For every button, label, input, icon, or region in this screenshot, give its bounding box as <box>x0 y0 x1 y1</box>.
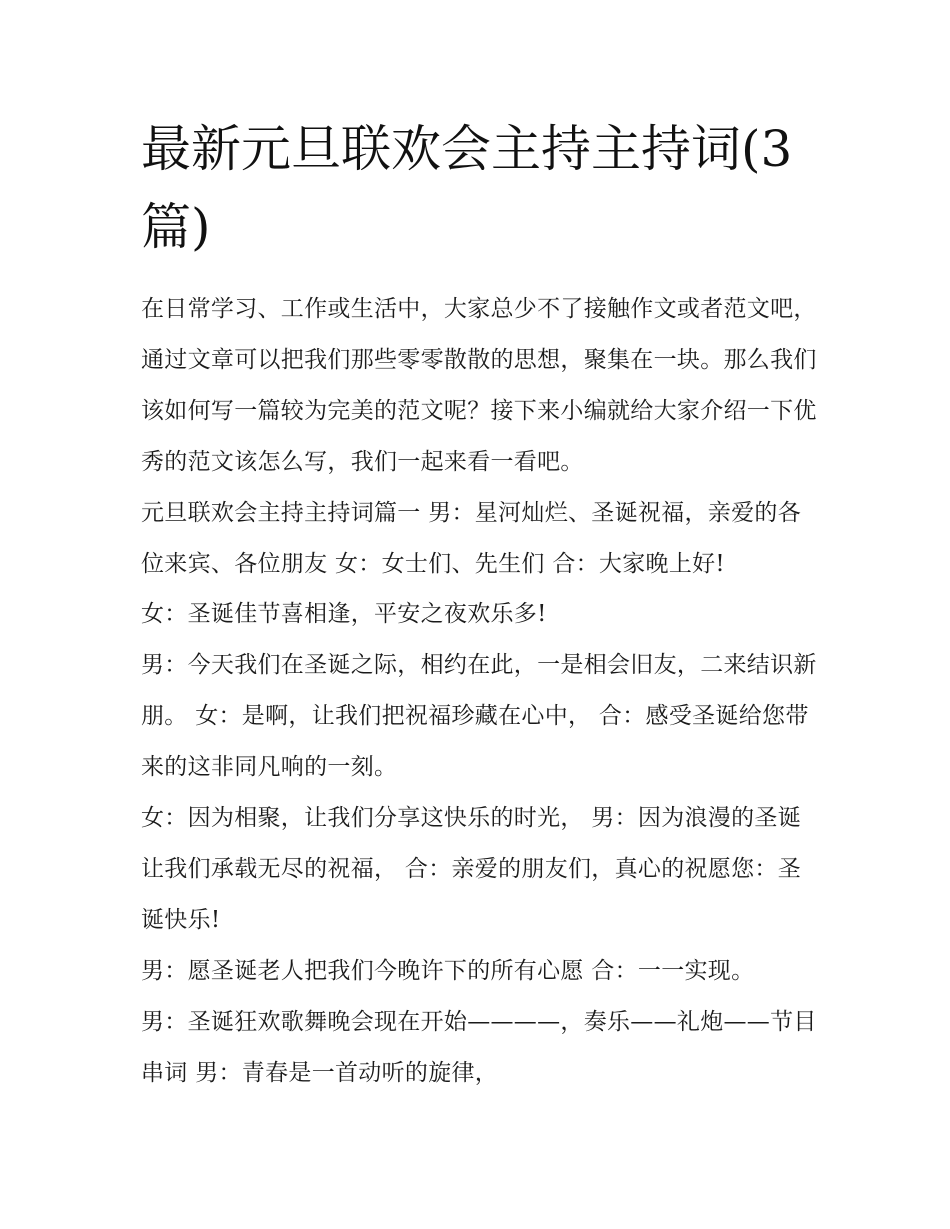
paragraph-male-line: 男：今天我们在圣诞之际，相约在此，一是相会旧友，二来结识新朋。 女：是啊，让我们把祝福珍藏在心中， 合：感受圣诞给您带来的这非同凡响的一刻。 <box>141 652 817 781</box>
paragraph-female-line: 女：圣诞佳节喜相逢，平安之夜欢乐多! <box>141 601 547 628</box>
document-title: 最新元旦联欢会主持主持词(3篇) <box>141 120 793 256</box>
paragraph-wishes: 男：愿圣诞老人把我们今晚许下的所有心愿 合：一一实现。 <box>141 957 755 984</box>
paragraph-opening: 元旦联欢会主持主持词篇一 男：星河灿烂、圣诞祝福，亲爱的各位来宾、各位朋友 女：女士们、先生们 合：大家晚上好! <box>141 499 802 577</box>
paragraph-gathering: 女：因为相聚，让我们分享这快乐的时光， 男：因为浪漫的圣诞让我们承载无尽的祝福， 合：亲爱的朋友们，真心的祝愿您：圣诞快乐! <box>141 805 802 933</box>
paragraph-intro: 在日常学习、工作或生活中，大家总少不了接触作文或者范文吧，通过文章可以把我们那些零零散散的思想，聚集在一块。那么我们该如何写一篇较为完美的范文呢？接下来小编就给大家介绍一下优秀的范文该怎么写，我们一起来看一看吧。 <box>141 296 817 475</box>
document-page <box>141 110 821 1099</box>
paragraph-start: 男：圣诞狂欢歌舞晚会现在开始————，奏乐——礼炮——节目串词 男：青春是一首动听的旋律， <box>141 1008 817 1086</box>
